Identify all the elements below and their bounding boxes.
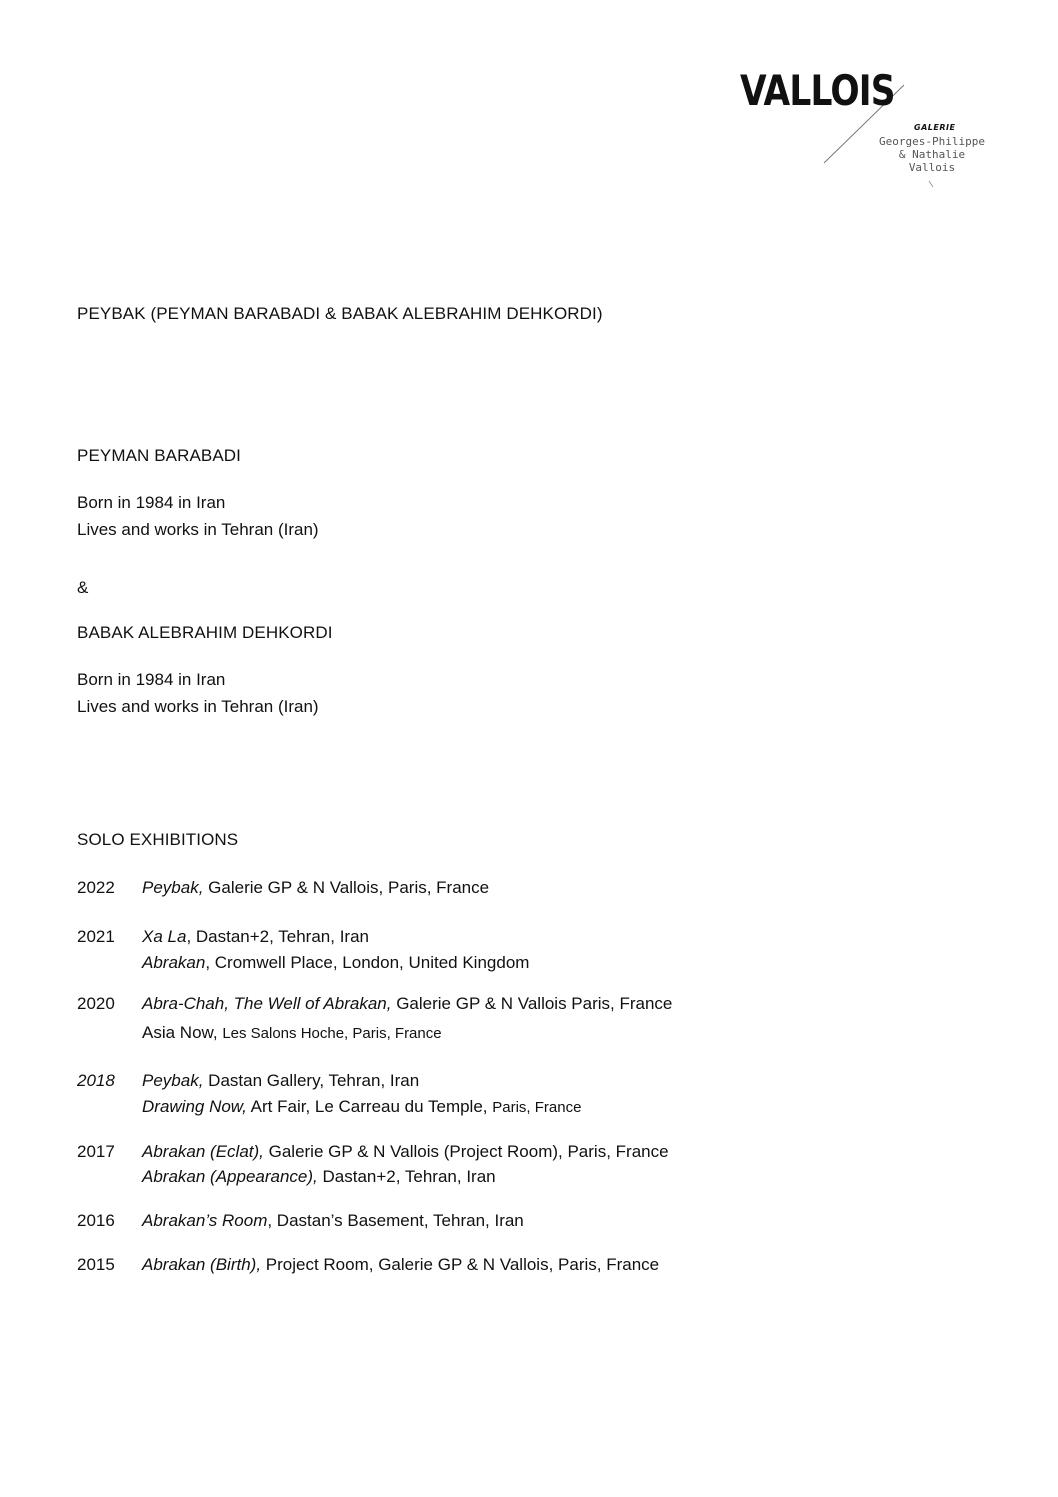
- exhibition-year: 2021: [77, 927, 115, 946]
- artist2-lives: Lives and works in Tehran (Iran): [77, 697, 319, 716]
- artist1-born: Born in 1984 in Iran: [77, 493, 226, 512]
- exhibition-venue: Galerie GP & N Vallois Paris, France: [391, 994, 673, 1013]
- document-title: PEYBAK (PEYMAN BARABADI & BABAK ALEBRAHIM DEHKORDI): [77, 304, 603, 323]
- exhibition-entry: [142, 1094, 581, 1121]
- exhibition-entry: [77, 991, 672, 1017]
- exhibition-year: 2015: [77, 1255, 115, 1274]
- logo-wordmark: VALLOIS: [740, 66, 895, 115]
- exhibition-entry: [142, 1020, 442, 1047]
- artist2-name: BABAK ALEBRAHIM DEHKORDI: [77, 623, 333, 642]
- exhibition-year: 2022: [77, 878, 115, 897]
- exhibition-title: Abra-Chah, The Well of Abrakan,: [142, 994, 392, 1013]
- exhibition-entry: [77, 1139, 669, 1165]
- gallery-logo: [700, 60, 1020, 200]
- exhibition-entry: [77, 924, 369, 950]
- exhibition-venue: Art Fair, Le Carreau du Temple,: [246, 1097, 493, 1116]
- exhibition-title: Abrakan’s Room: [142, 1211, 268, 1230]
- exhibition-entry: [142, 1164, 496, 1190]
- exhibition-title: Abrakan (Eclat),: [142, 1142, 264, 1161]
- logo-galerie-label: GALERIE: [914, 123, 956, 132]
- exhibition-venue: Les Salons Hoche, Paris, France: [222, 1025, 442, 1042]
- exhibition-title: Xa La: [142, 927, 187, 946]
- exhibition-entry: [77, 1252, 659, 1278]
- exhibition-title: Drawing Now,: [142, 1097, 247, 1116]
- artist1-name: PEYMAN BARABADI: [77, 446, 241, 465]
- exhibition-entry: [77, 875, 489, 901]
- exhibition-year: 2018: [77, 1071, 115, 1090]
- ampersand: &: [77, 578, 89, 597]
- exhibition-year: 2016: [77, 1211, 115, 1230]
- exhibition-venue: Galerie GP & N Vallois, Paris, France: [203, 878, 490, 897]
- exhibition-title: Abrakan (Birth),: [142, 1255, 262, 1274]
- logo-name-line: & Nathalie: [898, 148, 966, 161]
- solo-exhibitions-heading: SOLO EXHIBITIONS: [77, 830, 239, 849]
- artist2-born: Born in 1984 in Iran: [77, 670, 226, 689]
- logo-name-line: Vallois: [908, 161, 956, 174]
- exhibition-venue: Galerie GP & N Vallois (Project Room), Paris, France: [263, 1142, 669, 1161]
- exhibition-title: Abrakan: [142, 953, 206, 972]
- exhibition-fair: Asia Now,: [142, 1023, 223, 1042]
- logo-gallerist-names: [872, 135, 992, 174]
- exhibition-entry: [77, 1208, 524, 1234]
- exhibition-venue: , Dastan+2, Tehran, Iran: [186, 927, 369, 946]
- exhibition-year: 2017: [77, 1142, 115, 1161]
- exhibition-entry: [77, 1068, 419, 1094]
- exhibition-venue: , Cromwell Place, London, United Kingdom: [205, 953, 530, 972]
- exhibition-entry: [142, 950, 529, 976]
- exhibition-venue: , Dastan’s Basement, Tehran, Iran: [267, 1211, 524, 1230]
- artist1-lives: Lives and works in Tehran (Iran): [77, 520, 319, 539]
- exhibition-location: Paris, France: [492, 1099, 582, 1116]
- exhibition-venue: Dastan+2, Tehran, Iran: [317, 1167, 496, 1186]
- exhibition-title: Abrakan (Appearance),: [142, 1167, 318, 1186]
- exhibition-venue: Dastan Gallery, Tehran, Iran: [203, 1071, 420, 1090]
- exhibition-title: Peybak,: [142, 878, 204, 897]
- exhibition-venue: Project Room, Galerie GP & N Vallois, Paris, France: [261, 1255, 660, 1274]
- exhibition-title: Peybak,: [142, 1071, 204, 1090]
- logo-name-line: Georges-Philippe: [879, 135, 985, 148]
- exhibition-year: 2020: [77, 994, 115, 1013]
